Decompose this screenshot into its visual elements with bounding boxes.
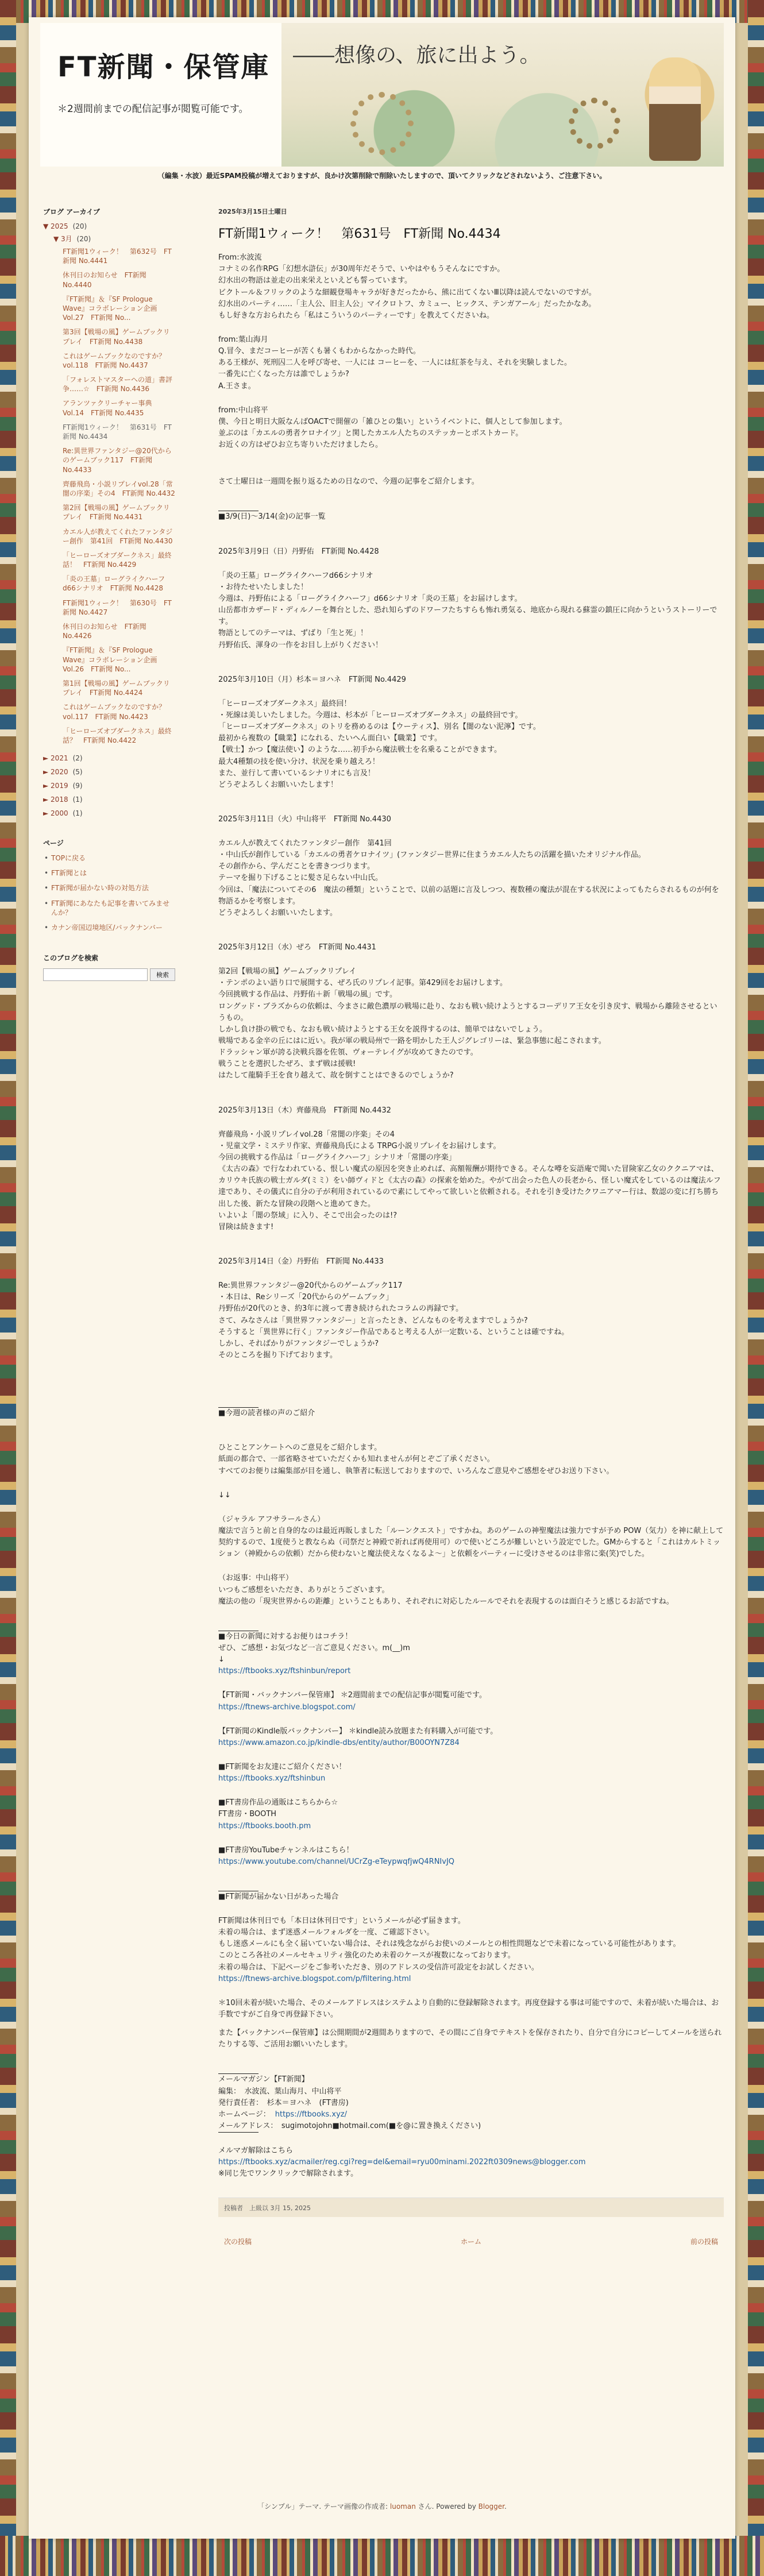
entry-line: 「ヒーローズオブダークネス」最終回！ bbox=[218, 699, 352, 708]
entry-heading: 2025年3月11日（火）中山将平 FT新聞 No.4430 bbox=[218, 814, 391, 824]
promo-link[interactable]: https://ftnews-archive.blogspot.com/ bbox=[218, 1702, 356, 1712]
archive-post-link[interactable]: 休刊日のお知らせ FT新聞 No.4426 bbox=[63, 623, 146, 640]
archive-month-label[interactable]: ▼ 3月 bbox=[53, 235, 72, 243]
intro-line: 幻水出の物語は並走の出来栄えといえども誓っています。 bbox=[218, 276, 412, 285]
archive-year-label[interactable]: ► 2020 bbox=[43, 768, 68, 777]
archive-post-item bbox=[63, 480, 175, 498]
contact-link[interactable]: https://ftbooks.xyz/ftshinbun/report bbox=[218, 1667, 351, 1676]
archive-heading: ブログ アーカイブ bbox=[43, 208, 100, 216]
entry-line: しかし、そればかりがファンタジーでしょうか? bbox=[218, 1339, 379, 1348]
archive-post-link[interactable]: 『FT新聞』＆『SF Prologue Wave』コラボレーション企画 Vol.26 FT新聞 No... bbox=[63, 646, 157, 673]
entry-line: その創作から、学んだことを書きつづります。 bbox=[218, 862, 375, 871]
sidebar bbox=[43, 207, 175, 981]
promo-section bbox=[218, 1677, 724, 1868]
archive-year-label[interactable]: ▼ 2025 bbox=[43, 222, 68, 230]
archive-post-link[interactable]: Re:異世界ファンタジー@20代からのゲームブック117 FT新聞 No.4433 bbox=[63, 447, 172, 474]
reader-line: ↓↓ bbox=[218, 1490, 231, 1500]
archive-post-item bbox=[63, 446, 175, 474]
archive-post-item bbox=[63, 423, 175, 441]
promo-text: 【FT新聞・バックナンバー保管庫】 ＊2週間前までの配信記事が閲覧可能です。 bbox=[218, 1691, 487, 1700]
entry-line: ・お待たせいたしました！ bbox=[218, 582, 308, 592]
main-content bbox=[218, 207, 724, 2247]
archive-month-march[interactable] bbox=[53, 234, 175, 244]
trouble-line: このところ各社のメールセキュリティ強化のため未着のケースが複数になっております。 bbox=[218, 1951, 515, 1960]
entry-heading: 2025年3月13日（木）齊藤飛鳥 FT新聞 No.4432 bbox=[218, 1106, 391, 1115]
search-row bbox=[43, 968, 175, 981]
entry-line: 冒険は続きます! bbox=[218, 1222, 274, 1231]
entry-line: ・死線は美しいたしました。今週は、杉本が「ヒーローズオブダークネス」の最終回です。 bbox=[218, 710, 523, 720]
archive-post-item bbox=[63, 574, 175, 593]
older-post-link[interactable]: 前の投稿 bbox=[690, 2237, 718, 2246]
intro-line: ある王様が、死刑囚二人を呼び寄せ、一人には コーヒーを、一人には紅茶を与え、それを実験しました。 bbox=[218, 358, 572, 368]
magazine-line: 編集： 水波流、葉山海月、中山将平 bbox=[218, 2087, 342, 2096]
trouble-line: FT新聞は休刊日でも「本日は休刊日です」というメールが必ず届きます。 bbox=[218, 1917, 465, 1926]
entry-heading: 2025年3月14日（金）丹野佑 FT新聞 No.4433 bbox=[218, 1257, 384, 1266]
page-link[interactable]: • カナン帝国辺境地区/バックナンバー bbox=[43, 923, 175, 932]
entry-line: テーマを掘り下げることに髪さ足らない中山氏。 bbox=[218, 874, 383, 883]
magazine-line: メールマガジン【FT新聞】 bbox=[218, 2075, 309, 2084]
archive-post-item bbox=[63, 295, 175, 323]
reader-line: （お返事：中山将平） bbox=[218, 1574, 294, 1583]
reader-line: ひとことアンケートへのご意見をご紹介します。 bbox=[218, 1443, 382, 1453]
readers-section bbox=[218, 1442, 724, 1608]
archive-post-link[interactable]: 『FT新聞』＆『SF Prologue Wave』コラボレーション企画 Vol.27 FT新聞 No... bbox=[63, 295, 157, 322]
credits-author-link[interactable]: luoman bbox=[389, 2502, 416, 2511]
entry-heading: 2025年3月9日（日）丹野佑 FT新聞 No.4428 bbox=[218, 547, 379, 556]
intro-line: 一番先に亡くなった方は誰でしょうか? bbox=[218, 370, 349, 379]
blog-pager bbox=[218, 2237, 724, 2247]
entry-line: 最大4種類の技を使い分け、状況を乗り越えろ！ bbox=[218, 757, 380, 766]
gear-decoration bbox=[569, 98, 620, 149]
entry-line: そのところを掘り下げております。 bbox=[218, 1350, 337, 1360]
entry-line: しかし負け掛の戦でも、なおも戦い続けようとする王女を説得するのは、簡単ではないでしょう。 bbox=[218, 1025, 547, 1034]
background-books-right bbox=[748, 0, 764, 2576]
illustrated-character bbox=[649, 57, 701, 161]
page-container bbox=[29, 17, 735, 2539]
archive-post-link[interactable]: 休刊日のお知らせ FT新聞 No.4440 bbox=[63, 271, 146, 289]
archive-post-item bbox=[63, 247, 175, 265]
entry-line: 「ヒーローズオブダークネス」のトリを務めるのは【ウーティス】、別名【闇のない泥濘】です。 bbox=[218, 723, 541, 732]
archive-post-item bbox=[63, 327, 175, 346]
entry-line: 山岳都市カザード・ディルノーを舞台とした、恐れ知らずのドワーフたちすらも怖れ勇気る、地底から現れる蘇霊の鎮圧に向かうというストーリーです。 bbox=[218, 606, 717, 627]
trouble-section bbox=[218, 1915, 724, 1973]
homepage-label: ホームページ： bbox=[218, 2110, 271, 2119]
credits-suffix: さん. Powered by bbox=[415, 2502, 479, 2511]
homepage-link[interactable]: https://ftbooks.xyz/ bbox=[275, 2110, 347, 2119]
background-books-bottom bbox=[0, 2536, 764, 2576]
archive-post-link[interactable]: これはゲームブックなのですか？ vol.118 FT新聞 No.4437 bbox=[63, 352, 166, 369]
entry-line: 丹野佑氏、渾身の一作をお目し上がりください！ bbox=[218, 640, 383, 650]
magazine-line: メールアドレス： sugimotojohn■hotmail.com(■を@に置き換えください) bbox=[218, 2122, 481, 2131]
header-illustration bbox=[281, 23, 724, 167]
archive-year-count: (1) bbox=[72, 809, 83, 818]
post-date: 2025年3月15日土曜日 bbox=[218, 208, 287, 215]
intro-line: Q.冒今、まだコーヒーが苦くも暑くもわからなかった時代。 bbox=[218, 347, 420, 356]
credits-end: . bbox=[504, 2502, 507, 2511]
post-title[interactable]: FT新聞1ウィーク！ 第631号 FT新聞 No.4434 bbox=[218, 227, 501, 242]
entry-line: 今回の挑戦する作品は「ローグライクハーフ」シナリオ「常闇の序楽」 bbox=[218, 1153, 456, 1163]
reader-line: 魔法で言うと前と自身的なのは最近再販しました「ルーンクエスト」ですかね。あのゲームの神聖魔法は強力ですが予め POW（気力）を神に献上して契約するので、1度使うと教ならぬ（司祭だと神殿で祈れば再使用可）ので使いどころが難しいという設定でした。GMからすると「これはカルトミッション（神殿からの依頼）だから使わないと魔法使えなくなるよ～」と依頼をパーティーに受けさせるのは非常に楽(笑)でした。 bbox=[218, 1526, 724, 1559]
pages-heading: ページ bbox=[43, 839, 64, 848]
archive-post-link[interactable]: 第3回【戦場の風】ゲームブックリプレイ FT新聞 No.4438 bbox=[63, 328, 170, 346]
archive-post-link[interactable]: 第2回【戦場の風】ゲームブックリプレイ FT新聞 No.4431 bbox=[63, 504, 170, 522]
entry-line: Re:異世界ファンタジー@20代からのゲームブック117 bbox=[218, 1281, 403, 1291]
spam-notice: （編集・水波）最近SPAM投稿が増えておりますが、良かけ次第削除で削除いたしますので、頂いてクリックなどされないよう、ご注意下さい。 bbox=[157, 172, 607, 180]
archive-post-item bbox=[63, 503, 175, 522]
week-heading: ■3/9(日)～3/14(金)の記事一覧 bbox=[218, 512, 326, 522]
page-link[interactable]: • TOPに戻る bbox=[43, 853, 175, 863]
search-input[interactable] bbox=[43, 968, 148, 981]
archive-year-count: (9) bbox=[72, 782, 83, 790]
intro-line: お近くの方はぜひお立ち寄りいただけましたら。 bbox=[218, 441, 383, 450]
contact-line: ■今日の新聞に対するお便りはコチラ！ bbox=[218, 1632, 353, 1641]
home-link[interactable]: ホーム bbox=[460, 2237, 481, 2246]
entry-block bbox=[218, 1256, 724, 1384]
entry-line: どうぞよろしくお願いいたします！ bbox=[218, 780, 338, 789]
readers-heading: ■今週の読者様の声のご紹介 bbox=[218, 1409, 315, 1418]
entry-line: そうすると「異世界に行く」ファンタジー作品であると考える人が一定数いる、ということは確ですね。 bbox=[218, 1327, 569, 1337]
entry-line: 齊藤飛鳥・小説リプレイvol.28「常闇の序楽」その4 bbox=[218, 1130, 395, 1139]
archive-post-item bbox=[63, 622, 175, 640]
archive-post-item bbox=[63, 727, 175, 745]
entry-block bbox=[218, 814, 724, 942]
intro-line: もし好きな方おられたら「私はこういうのパーティーです」を教えてくださいね。 bbox=[218, 311, 494, 320]
contact-section bbox=[218, 1631, 724, 1666]
page-link[interactable]: • FT新聞とは bbox=[43, 868, 175, 878]
archive-post-link[interactable]: アランツァクリーチャー事典 Vol.14 FT新聞 No.4435 bbox=[63, 399, 152, 417]
archive-post-item bbox=[63, 271, 175, 289]
entry-line: 物語としてのテーマは、ずばり「生と死」！ bbox=[218, 629, 368, 638]
entry-line: 最初から複数の【職業】になれる、たいへん面白い【職業】です。 bbox=[218, 734, 442, 743]
entry-block bbox=[218, 546, 724, 674]
intro-line: A.王さま。 bbox=[218, 381, 256, 391]
entry-line: 第2回【戦場の風】ゲームブックリプレイ bbox=[218, 967, 357, 976]
entry-line: 【戦士】かつ【魔法使い】のような……初手から魔法戦士を名乗ることができます。 bbox=[218, 746, 501, 755]
blog-header bbox=[40, 23, 724, 167]
entry-line: 《太古の森》で行なわれている、恨しい魔式の原因を突き止めれば、高額報酬が期待できる。そんな噂を妄語庵で聞いた冒険家乙女のククニアマは、カリウキ氏族の戦士ガルダ(ミミ）をい師ヴィドと《太古の森》の探索を始めた。やがて出会った色人の長老から、怪しい魔式をしているのは魔法ルフ達であり、その儀式に自分の子が利用されているので素にしてやって欲しいと依頼される。それを引き受けたクワニアマー行は、数認の変に打ち勝ち出した後、新たな冒険の段階へと進めてきた。 bbox=[218, 1165, 721, 1208]
intro-line: コナミの名作RPG「幻想水滸伝」が30周年だそうで、いやはやもうそんなにですか。 bbox=[218, 265, 505, 274]
reader-line: （ジャラル アフサラールさん） bbox=[218, 1515, 325, 1524]
reader-line: 紙面の都合で、一部省略させていただくかも知れませんが何とぞご了承ください。 bbox=[218, 1455, 495, 1464]
unsubscribe-link[interactable]: https://ftbooks.xyz/acmailer/reg.cgi?reg=del&email=ryu00minami.2022ft0309news@blogger.com bbox=[218, 2158, 586, 2167]
archive-post-item bbox=[63, 375, 175, 393]
newer-post-link[interactable]: 次の投稿 bbox=[224, 2237, 252, 2246]
page-link[interactable]: • FT新聞が届かない時の対処方法 bbox=[43, 883, 175, 893]
contact-line: ↓ bbox=[218, 1655, 225, 1664]
archive-post-link[interactable]: FT新聞1ウィーク！ 第631号 FT新聞 No.4434 bbox=[63, 423, 172, 441]
archive-year-item[interactable] bbox=[43, 809, 175, 817]
contact-line: ぜひ、ご感想・お気づなど一言ご意見ください。m(__)m bbox=[218, 1643, 410, 1652]
archive-year-item[interactable] bbox=[43, 754, 175, 762]
entry-line: 「炎の王墓」ローグライクハーフd66シナリオ bbox=[218, 571, 373, 580]
archive-post-link[interactable]: カエル人が教えてくれたファンタジー創作 第41回 FT新聞 No.4430 bbox=[63, 527, 173, 545]
homepage-row bbox=[218, 2109, 724, 2121]
reader-line: すべてのお便りは編集部が目を通し、執筆者に転送しておりますので、いろんなご意見やご感想をぜひお送り下さい。 bbox=[218, 1466, 614, 1476]
archive-year-item[interactable] bbox=[43, 795, 175, 804]
archive-year-count: (1) bbox=[72, 795, 83, 804]
archive-year-label[interactable]: ► 2000 bbox=[43, 809, 68, 818]
unsubscribe-note: ※同じ先でワンクリックで解除されます。 bbox=[218, 2169, 358, 2179]
blogger-link[interactable]: Blogger bbox=[478, 2502, 504, 2511]
promo-link[interactable]: https://www.amazon.co.jp/kindle-dbs/entity/author/B00OYN7Z84 bbox=[218, 1738, 460, 1747]
intro-line: 幻水出のパーティ……「主人公、旧主人公」マイクロトフ、カミュー、ヒックス、テンガアール」だったかなあ。 bbox=[218, 299, 596, 308]
promo-text: ■FT新聞をお友達にご紹介ください！ bbox=[218, 1762, 346, 1771]
promo-link[interactable]: https://ftbooks.booth.pm bbox=[218, 1821, 311, 1830]
archive-post-item bbox=[63, 527, 175, 546]
promo-text: ■FT書房作品の通販はこちらから☆ FT書房・BOOTH bbox=[218, 1798, 338, 1819]
entry-line: ・テンポのよい語り口で展開する、ぜろ氏のリプレイ記事。第429回をお届けします。 bbox=[218, 979, 507, 988]
intro-line: From:水波流 bbox=[218, 253, 262, 262]
entry-line: ・児童文学・ミステリ作家、齊藤飛鳥氏による TRPG小説リプレイをお届けします。 bbox=[218, 1141, 501, 1150]
intro-line: from:葉山海月 bbox=[218, 335, 268, 344]
entry-line: カエル人が教えてくれたファンタジー創作 第41回 bbox=[218, 839, 392, 848]
search-widget bbox=[43, 953, 175, 981]
archive-post-item bbox=[63, 598, 175, 617]
search-heading: このブログを検索 bbox=[43, 954, 99, 963]
entry-line: ・中山氏が創作している「カエルの勇者ケロナイツ」(ファンタジー世界に住まうカエル人たちの活躍を描いたオリジナル作品。 bbox=[218, 851, 646, 860]
archive-year-count: (20) bbox=[72, 222, 87, 230]
blog-title[interactable]: FT新聞・保管庫 bbox=[57, 51, 270, 83]
reader-line: 魔法の他の「現実世界からの距離」ということもあり、それぞれに対応したルールでそれを表現するのは面白そうと感じるお話ですね。 bbox=[218, 1597, 674, 1606]
entry-line: どうぞよろしくお願いいたします。 bbox=[218, 908, 337, 917]
promo-link[interactable]: https://www.youtube.com/channel/UCrZg-eTeypwqfjwQ4RNIvJQ bbox=[218, 1857, 455, 1866]
archive-post-link[interactable]: 「ヒーローズオブダークネス」最終話？ FT新聞 No.4422 bbox=[63, 727, 172, 744]
footer-credits bbox=[29, 2501, 735, 2511]
backnumber-note bbox=[218, 1998, 724, 2051]
entry-line: 丹野佑が20代のとき、約3年に渡って書き続けられたコラムの再録です。 bbox=[218, 1304, 464, 1314]
trouble-line: 未着の場合は、下記ページをご参考いただき、別のアドレスの受信許可設定をお試しください。 bbox=[218, 1963, 539, 1972]
archive-year-label[interactable]: ► 2019 bbox=[43, 782, 68, 790]
intro-line: from:中山将平 bbox=[218, 405, 268, 415]
backnumber-line: また【バックナンバー保管庫】は公開期間が2週間ありますので、その間にご自身でテキストを保存されたり、自分で自分にコピーしてメールを送られたりする等、ご活用お願いいたします。 bbox=[218, 2029, 722, 2049]
background-books-left bbox=[0, 0, 16, 2576]
intro-line: 並ぶのは「カエルの勇者ケロナイツ」と関したカエル人たちのステッカーとポストカード。 bbox=[218, 428, 523, 438]
archive-post-item bbox=[63, 702, 175, 721]
unsubscribe-heading: メルマガ解除はこちら bbox=[218, 2146, 294, 2156]
archive-month-count: (20) bbox=[76, 235, 91, 243]
gear-decoration bbox=[350, 92, 414, 155]
archive-year-item[interactable] bbox=[43, 782, 175, 790]
archive-post-item bbox=[63, 551, 175, 569]
post-footer: 投稿者 上級以 3月 15, 2025 bbox=[218, 2197, 724, 2217]
page-links-list bbox=[43, 853, 175, 932]
entry-line: ・本日は、Reシリーズ「20代からのゲームブック」 bbox=[218, 1293, 393, 1302]
entry-line: 戦うことを選択したぜろ、まず戦は援戦! bbox=[218, 1060, 356, 1069]
archive-year-2025[interactable] bbox=[43, 222, 175, 230]
archive-post-item bbox=[63, 679, 175, 697]
archive-post-item bbox=[63, 646, 175, 674]
entry-block bbox=[218, 674, 724, 814]
entry-line: さて、みなさんは「異世界ファンタジー」と言ったとき、どんなものを考えますでしょうか? bbox=[218, 1316, 528, 1325]
entry-block bbox=[218, 942, 724, 1105]
entry-heading: 2025年3月10日（月）杉本＝ヨハネ FT新聞 No.4429 bbox=[218, 675, 406, 684]
magazine-info bbox=[218, 2074, 724, 2132]
entry-line: 今回は、「魔法についてその6 魔法の種類」ということで、以前の話題に言及しつつ、複数種の魔法が混在する状況によってもたらされるものが何を物語るかを考察します。 bbox=[218, 885, 719, 906]
promo-text: ■FT書房YouTubeチャンネルはこちら！ bbox=[218, 1845, 354, 1855]
entry-line: はたして龍騎手王を食り越えて、故を倒すことはできるのでしょうか? bbox=[218, 1071, 454, 1080]
entry-line: ロングッド・ブラズからの依頼は、今まさに敵色濃厚の戦場に赴り、なおも戦い続けようとするコーデリア王女を引き戻す、戦場から離陸させるというもの。 bbox=[218, 1002, 717, 1022]
entry-line: 戦場である金辛の丘にはに近い。我が軍の戦局州で一路を明かした王人ジグレゴリーは、緊急事態に起こされます。 bbox=[218, 1037, 606, 1046]
entry-line: ドラッシャン軍が誇る決戦兵器を佐領、ヴォーテレイグが攻めてきたのです。 bbox=[218, 1048, 478, 1057]
post-intro bbox=[218, 252, 724, 488]
trouble-heading: ■FT新聞が届かない日があった場合 bbox=[218, 1892, 339, 1901]
pages-widget bbox=[43, 838, 175, 932]
reader-line: いつもご感想をいただき、ありがとうございます。 bbox=[218, 1585, 389, 1594]
archive-year-list bbox=[43, 754, 175, 817]
archive-year-label[interactable]: ► 2018 bbox=[43, 795, 68, 804]
header-tagline: ――想像の、旅に出よう。 bbox=[293, 44, 541, 67]
archive-post-link[interactable]: 「ヒーローズオブダークネス」最終話！ FT新聞 No.4429 bbox=[63, 551, 172, 569]
archive-post-item bbox=[63, 352, 175, 370]
archive-post-list bbox=[63, 247, 175, 745]
entry-line: 今回挑戦する作品は、丹野佑＋新「戦場の風」です。 bbox=[218, 990, 397, 999]
archive-post-link[interactable]: FT新聞1ウィーク！ 第632号 FT新聞 No.4441 bbox=[63, 248, 172, 265]
search-button[interactable]: 検索 bbox=[150, 968, 175, 981]
archive-post-item bbox=[63, 399, 175, 417]
page-link[interactable]: • FT新聞にあなたも記事を書いてみませんか？ bbox=[43, 899, 175, 917]
blog-description: ＊2週間前までの配信記事が閲覧可能です。 bbox=[57, 103, 249, 115]
entry-line: 今週は、丹野佑による「ローグライクハーフ」d66シナリオ「炎の王墓」をお届けします。 bbox=[218, 594, 522, 603]
archive-year-count: (2) bbox=[72, 754, 83, 763]
promo-text: 【FT新聞のKindle版バックナンバー】 ＊kindle読み放題また有料購入が可能です。 bbox=[218, 1727, 498, 1736]
archive-post-link[interactable]: FT新聞1ウィーク！ 第630号 FT新聞 No.4427 bbox=[63, 598, 172, 616]
entries-list bbox=[218, 546, 724, 1385]
intro-line: さて土曜日は一週間を振り返るための日なので、今週の記事をご紹介します。 bbox=[218, 477, 479, 486]
entry-block bbox=[218, 1105, 724, 1256]
entry-line: いよいよ「闇の祭域」に入り、そこで出会ったのは!? bbox=[218, 1211, 398, 1220]
archive-post-link[interactable]: 「フォレストマスターへの道」書評争……☆ FT新聞 No.4436 bbox=[63, 376, 173, 393]
intro-line: ビクトール＆フリックのような細観登場キャラが好きだったから、熊に出てくないⅢ以降は読んでないのですが。 bbox=[218, 288, 596, 297]
intro-line: 僕、今日と明日大阪なんばOACTで開催の「雑ひとの集い」というイベントに、個人として参加します。 bbox=[218, 417, 567, 426]
entry-heading: 2025年3月12日（水）ぜろ FT新聞 No.4431 bbox=[218, 943, 376, 952]
archive-post-link[interactable]: 「炎の王墓」ローグライクハーフd66シナリオ FT新聞 No.4428 bbox=[63, 575, 165, 593]
trouble-line: もし迷惑メールにも全く届いていない場合は、それは残念ながらお使いのメールとの相性問題などで未着になっている可能性があります。 bbox=[218, 1940, 681, 1949]
archive-year-label[interactable]: ► 2021 bbox=[43, 754, 68, 763]
entry-line: また、並行して書いているシナリオにも言及！ bbox=[218, 768, 375, 778]
archive-year-item[interactable] bbox=[43, 768, 175, 776]
promo-link[interactable]: https://ftbooks.xyz/ftshinbun bbox=[218, 1774, 326, 1783]
credits-prefix: 「シンプル」テーマ. テーマ画像の作成者: bbox=[257, 2502, 390, 2511]
trouble-line: 未着の場合は、まず迷惑メールフォルダを一度、ご確認下さい。 bbox=[218, 1928, 434, 1937]
archive-post-link[interactable]: 第1回【戦場の風】ゲームブックリプレイ FT新聞 No.4424 bbox=[63, 679, 170, 697]
archive-year-count: (5) bbox=[72, 768, 83, 777]
filtering-link[interactable]: https://ftnews-archive.blogspot.com/p/filtering.html bbox=[218, 1974, 411, 1983]
archive-post-link[interactable]: これはゲームブックなのですか？ vol.117 FT新聞 No.4423 bbox=[63, 703, 166, 721]
backnumber-line: ＊10回未着が続いた場合、そのメールアドレスはシステムより自動的に登録解除されます。再度登録する事は可能ですので、未着が続いた場合は、お手数ですがご自身で再登録下さい。 bbox=[218, 1998, 719, 2019]
archive-post-link[interactable]: 齊藤飛鳥・小説リプレイvol.28「常闇の序楽」その4 FT新聞 No.4432 bbox=[63, 480, 175, 497]
magazine-line: 発行責任者： 杉本＝ヨハネ (FT書房) bbox=[218, 2098, 349, 2107]
